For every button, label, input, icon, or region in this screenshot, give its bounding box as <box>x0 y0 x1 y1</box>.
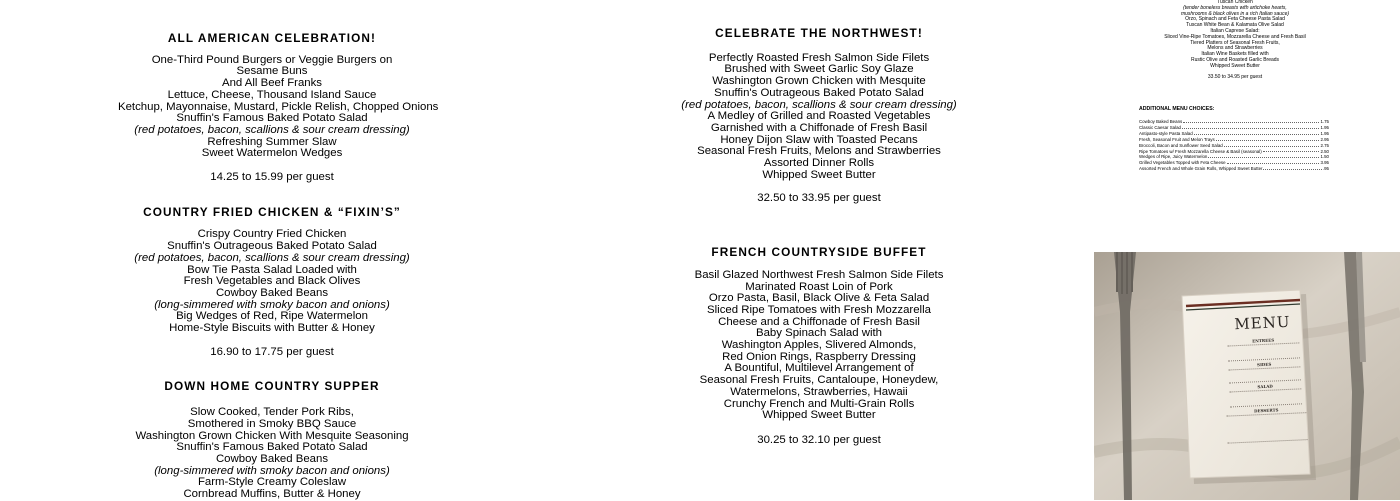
additional-item-label: Fresh, Seasonal Fruit and Melon Trays <box>1139 136 1215 142</box>
menu-line-note: (long-simmered with smoky bacon and onions) <box>154 464 390 477</box>
menu-line: Lettuce, Cheese, Thousand Island Sauce <box>167 88 377 101</box>
mini-menu-line: Italian Wine Baskets filled with <box>1201 51 1269 58</box>
mini-menu-line: Tuscan White Bean & Kalamata Olive Salad <box>1186 22 1284 29</box>
menu-line: And All Beef Franks <box>221 77 323 90</box>
price-line: 30.25 to 32.10 per guest <box>757 433 881 446</box>
menu-line: Brushed with Sweet Garlic Soy Glaze <box>724 63 914 76</box>
menu-line: Honey Dijon Slaw with Toasted Pecans <box>720 133 918 146</box>
menu-line: Refreshing Summer Slaw <box>207 135 337 148</box>
menu-line: Cornbread Muffins, Butter & Honey <box>183 488 361 501</box>
mini-menu-line: Rustic Olive and Roasted Garlic Breads <box>1190 56 1280 63</box>
additional-item-price: 2.95 <box>1320 136 1329 142</box>
menu-line-note: (red potatoes, bacon, scallions & sour cream dressing) <box>134 251 410 264</box>
additional-item-label: Ripe Tomatoes w/ Fresh Mozzarella Cheese & Basil (seasonal) <box>1139 148 1262 154</box>
menu-card-photo <box>1094 252 1400 500</box>
menu-line: Orzo Pasta, Basil, Black Olive & Feta Salad <box>708 292 930 305</box>
additional-item <box>1139 166 1329 172</box>
menu-line: One-Third Pound Burgers or Veggie Burgers on <box>151 53 393 66</box>
additional-item-label: Classic Caesar Salad <box>1139 124 1181 130</box>
menu-line: Marinated Roast Loin of Pork <box>745 280 893 293</box>
menu-line: Slow Cooked, Tender Pork Ribs, <box>190 406 354 419</box>
mini-price-line: 33.50 to 34.95 per guest <box>1207 73 1263 80</box>
menu-line: Seasonal Fresh Fruits, Melons and Strawberries <box>697 145 941 158</box>
menu-line: Snuffin's Outrageous Baked Potato Salad <box>167 240 377 253</box>
additional-item-price: 1.95 <box>1320 130 1329 136</box>
menu-line: Sweet Watermelon Wedges <box>201 147 343 160</box>
menu-line: Garnished with a Chiffonade of Fresh Basil <box>710 121 928 134</box>
menu-line: Bow Tie Pasta Salad Loaded with <box>187 263 357 276</box>
menu-line: Snuffin's Famous Baked Potato Salad <box>176 112 368 125</box>
menu-line: A Bountiful, Multilevel Arrangement of <box>724 362 914 375</box>
mini-menu-note: mushrooms & black olives in a rich Italian sauce) <box>1180 10 1290 17</box>
section-title: CELEBRATE THE NORTHWEST! <box>715 26 923 40</box>
mini-menu-line: Orzo, Spinach and Feta Cheese Pasta Salad <box>1185 16 1285 23</box>
mini-menu-note: (tender boneless breasts with artichoke hearts, <box>1183 4 1287 11</box>
mini-menu-items <box>1110 0 1360 80</box>
menu-line: Perfectly Roasted Fresh Salmon Side Filets <box>708 51 930 64</box>
menu-line: Washington Grown Chicken With Mesquite Seasoning <box>135 429 409 442</box>
mini-menu-line: Italian Caprese Salad: <box>1210 27 1260 34</box>
section-title: ALL AMERICAN CELEBRATION! <box>167 31 377 45</box>
menu-line-note: (red potatoes, bacon, scallions & sour cream dressing) <box>134 123 410 136</box>
additional-item-price: 2.75 <box>1320 142 1329 148</box>
section-items <box>665 270 973 422</box>
menu-line: Fresh Vegetables and Black Olives <box>183 275 361 288</box>
menu-line: Crispy Country Fried Chicken <box>197 228 347 241</box>
menu-line: Farm-Style Creamy Coleslaw <box>197 476 347 489</box>
additional-item-price: .95 <box>1322 166 1329 172</box>
menu-line: Big Wedges of Red, Ripe Watermelon <box>176 310 368 323</box>
menu-line: Snuffin's Famous Baked Potato Salad <box>176 441 368 454</box>
section-title: DOWN HOME COUNTRY SUPPER <box>164 379 380 394</box>
additional-item-price: 1.50 <box>1320 154 1329 160</box>
price-line: 14.25 to 15.99 per guest <box>210 171 334 184</box>
menu-line: Sliced Ripe Tomatoes with Fresh Mozzarella <box>707 303 931 316</box>
card-section-label: DESSERTS <box>1253 407 1279 414</box>
section-title: COUNTRY FRIED CHICKEN & “FIXIN’S” <box>143 204 401 219</box>
menu-line: A Medley of Grilled and Roasted Vegetables <box>707 110 931 123</box>
menu-line: Home-Style Biscuits with Butter & Honey <box>169 322 375 335</box>
menu-line: Cowboy Baked Beans <box>215 452 329 465</box>
menu-line: Smothered in Smoky BBQ Sauce <box>187 417 357 430</box>
mini-menu-line: Whipped Sweet Butter <box>1210 62 1260 69</box>
menu-line: Washington Apples, Slivered Almonds, <box>721 339 917 352</box>
menu-line: Red Onion Rings, Raspberry Dressing <box>722 350 916 363</box>
price-line: 32.50 to 33.95 per guest <box>757 192 881 205</box>
menu-card-title: MENU <box>1233 312 1291 334</box>
menu-line: Crunchy French and Multi-Grain Rolls <box>723 397 915 410</box>
additional-item-label: Broccoli, Bacon and Sunflower Seed Salad <box>1139 142 1223 148</box>
additional-item-price: 2.50 <box>1320 148 1329 154</box>
additional-item-price: 1.95 <box>1320 124 1329 130</box>
mini-menu-line: Melons and Strawberries <box>1207 45 1263 52</box>
section-title: FRENCH COUNTRYSIDE BUFFET <box>711 245 927 260</box>
menu-line-note: (red potatoes, bacon, scallions & sour cream dressing) <box>681 98 957 111</box>
section-items <box>665 53 973 182</box>
menu-line: Sesame Buns <box>236 65 308 78</box>
section-items <box>118 229 426 334</box>
card-section-label: SIDES <box>1257 361 1272 368</box>
mini-menu-line: Tuscan Chicken <box>1217 0 1253 5</box>
additional-item-price: 3.95 <box>1320 160 1329 166</box>
menu-line: Cowboy Baked Beans <box>215 286 329 299</box>
additional-item-label: Antipasto-style Pasta Salad <box>1139 130 1193 136</box>
menu-line: Assorted Dinner Rolls <box>763 157 875 170</box>
menu-column-middle <box>665 0 973 447</box>
menu-line: Baby Spinach Salad with <box>755 327 882 340</box>
menu-line: Watermelons, Strawberries, Hawaii <box>730 385 908 398</box>
menu-line: Cheese and a Chiffonade of Fresh Basil <box>718 315 920 328</box>
additional-item-label: Assorted French and Whole Grain Rolls, Whipped Sweet Butter <box>1139 166 1263 172</box>
menu-line: Ketchup, Mayonnaise, Mustard, Pickle Relish, Chopped Onions <box>118 100 439 113</box>
additional-menu-title: ADDITIONAL MENU CHOICES: <box>1139 106 1215 112</box>
price-line: 16.90 to 17.75 per guest <box>210 345 334 358</box>
menu-line: Seasonal Fresh Fruits, Cantaloupe, Honeydew, <box>699 374 939 387</box>
card-section-label: SALAD <box>1257 383 1273 390</box>
additional-menu-list <box>1139 119 1329 172</box>
menu-line: Snuffin's Outrageous Baked Potato Salad <box>714 86 924 99</box>
card-section-label: ENTREES <box>1252 337 1275 344</box>
additional-item-label: Grilled Vegetables Topped with Feta Cheese <box>1139 160 1226 166</box>
menu-line: Whipped Sweet Butter <box>762 168 876 181</box>
section-items <box>118 407 426 501</box>
additional-item-label: Cowboy Baked Beans <box>1139 119 1183 124</box>
menu-card-text <box>1212 312 1318 445</box>
menu-line: Whipped Sweet Butter <box>762 409 876 422</box>
mini-menu-line: Tiered Platters of Seasonal Fresh Fruits, <box>1190 39 1280 46</box>
mini-menu-line: Sliced Vine-Ripe Tomatoes, Mozzarella Cheese and Fresh Basil <box>1164 33 1306 40</box>
menu-line: Basil Glazed Northwest Fresh Salmon Side Filets <box>694 268 944 281</box>
additional-menu-page <box>1110 0 1360 245</box>
menu-column-left <box>118 0 439 501</box>
menu-line-note: (long-simmered with smoky bacon and onions) <box>154 298 390 311</box>
menu-line: Washington Grown Chicken with Mesquite <box>712 75 926 88</box>
section-items <box>118 53 439 160</box>
additional-item-label: Wedges of Ripe, Juicy Watermelon <box>1139 154 1208 160</box>
additional-item-price: 1.75 <box>1320 119 1329 124</box>
